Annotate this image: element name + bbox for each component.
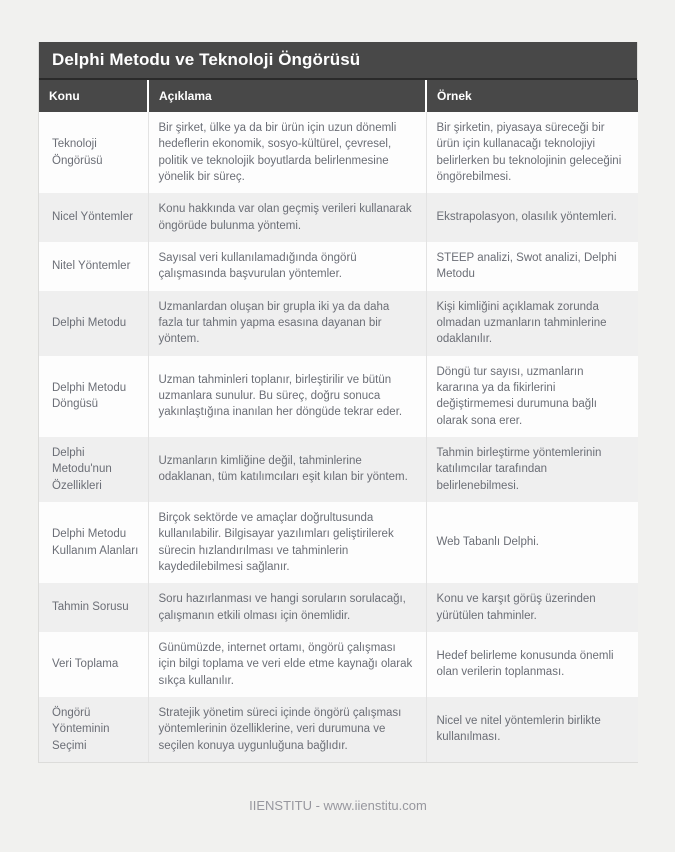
column-header-aciklama: Açıklama xyxy=(148,80,426,112)
row-ornek-cell: Tahmin birleştirme yöntemlerinin katılımcılar tarafından belirlenebilmesi. xyxy=(426,437,638,502)
row-ornek-cell: Web Tabanlı Delphi. xyxy=(426,502,638,583)
table-row xyxy=(39,356,638,437)
row-aciklama-cell: Uzmanlardan oluşan bir grupla iki ya da daha fazla tur tahmin yapma esasına dayanan bir yöntem. xyxy=(148,291,426,356)
table-row xyxy=(39,632,638,697)
row-ornek-cell: Konu ve karşıt görüş üzerinden yürütülen tahminler. xyxy=(426,583,638,632)
table-row xyxy=(39,242,638,291)
row-aciklama-cell: Uzman tahminleri toplanır, birleştirilir ve bütün uzmanlara sunulur. Bu süreç, doğru sonuca yakınlaştığına inanılan her döngüde tekrar eder. xyxy=(148,356,426,437)
row-ornek-cell: Döngü tur sayısı, uzmanların kararına ya da fikirlerini değiştirmemesi durumuna bağlı olarak sona erer. xyxy=(426,356,638,437)
table-header-row xyxy=(39,80,638,112)
row-aciklama-cell: Birçok sektörde ve amaçlar doğrultusunda kullanılabilir. Bilgisayar yazılımları geliştirilerek sürecin hızlandırılması ve tahminlerin kaydedilebilmesi sağlanır. xyxy=(148,502,426,583)
row-ornek-cell: Bir şirketin, piyasaya süreceği bir ürün için kullanacağı teknolojiyi belirlerken bu teknolojinin geleceğini öngörebilmesi. xyxy=(426,112,638,193)
row-ornek-cell: Ekstrapolasyon, olasılık yöntemleri. xyxy=(426,193,638,242)
row-konu-cell: Teknoloji Öngörüsü xyxy=(52,138,103,167)
row-aciklama-cell: Konu hakkında var olan geçmiş verileri kullanarak öngörüde bulunma yöntemi. xyxy=(148,193,426,242)
row-aciklama-cell: Sayısal veri kullanılamadığında öngörü çalışmasında başvurulan yöntemler. xyxy=(148,242,426,291)
table-row xyxy=(39,437,638,502)
row-konu-cell: Veri Toplama xyxy=(52,658,119,671)
row-konu-cell: Nitel Yöntemler xyxy=(52,260,131,273)
row-konu-cell: Tahmin Sorusu xyxy=(52,601,129,614)
row-konu-cell: Delphi Metodu Kullanım Alanları xyxy=(52,528,139,557)
footer-text: IIENSTITU - www.iienstitu.com xyxy=(249,798,427,813)
delphi-table xyxy=(39,80,638,762)
row-ornek-cell: Hedef belirleme konusunda önemli olan verilerin toplanması. xyxy=(426,632,638,697)
column-header-ornek: Örnek xyxy=(426,80,638,112)
table-row xyxy=(39,291,638,356)
row-konu-cell: Delphi Metodu Döngüsü xyxy=(52,381,127,411)
row-aciklama-cell: Bir şirket, ülke ya da bir ürün için uzun dönemli hedeflerin ekonomik, sosyo-kültürel, çevresel, politik ve teknolojik boyutlarda belirlenmesine yönelik bir süreç. xyxy=(148,112,426,193)
row-konu-cell: Delphi Metodu xyxy=(52,316,127,329)
row-ornek-cell: Nicel ve nitel yöntemlerin birlikte kullanılması. xyxy=(426,697,638,762)
delphi-table-card xyxy=(38,42,638,763)
table-row xyxy=(39,193,638,242)
column-header-konu: Konu xyxy=(39,80,148,112)
table-body xyxy=(39,112,638,762)
row-ornek-cell: Kişi kimliğini açıklamak zorunda olmadan uzmanların tahminlerine odaklanılır. xyxy=(426,291,638,356)
row-aciklama-cell: Soru hazırlanması ve hangi soruların sorulacağı, çalışmanın etkili olması için önemlidir. xyxy=(148,583,426,632)
row-aciklama-cell: Stratejik yönetim süreci içinde öngörü çalışması yöntemlerinin özelliklerine, veri durumuna ve seçilen konuya uygunluğuna bağlıdır. xyxy=(148,697,426,762)
row-konu-cell: Delphi Metodu'nun Özellikleri xyxy=(52,446,112,492)
table-row xyxy=(39,112,638,193)
row-konu-cell: Nicel Yöntemler xyxy=(52,211,133,224)
row-konu-cell: Öngörü Yönteminin Seçimi xyxy=(52,706,110,752)
row-ornek-cell: STEEP analizi, Swot analizi, Delphi Metodu xyxy=(426,242,638,291)
table-row xyxy=(39,502,638,583)
row-aciklama-cell: Uzmanların kimliğine değil, tahminlerine odaklanan, tüm katılımcıları eşit kılan bir yöntem. xyxy=(148,437,426,502)
page-title: Delphi Metodu ve Teknoloji Öngörüsü xyxy=(39,42,637,80)
table-row xyxy=(39,583,638,632)
row-aciklama-cell: Günümüzde, internet ortamı, öngörü çalışması için bilgi toplama ve veri elde etme kaynağı olarak sıkça kullanılır. xyxy=(148,632,426,697)
table-row xyxy=(39,697,638,762)
